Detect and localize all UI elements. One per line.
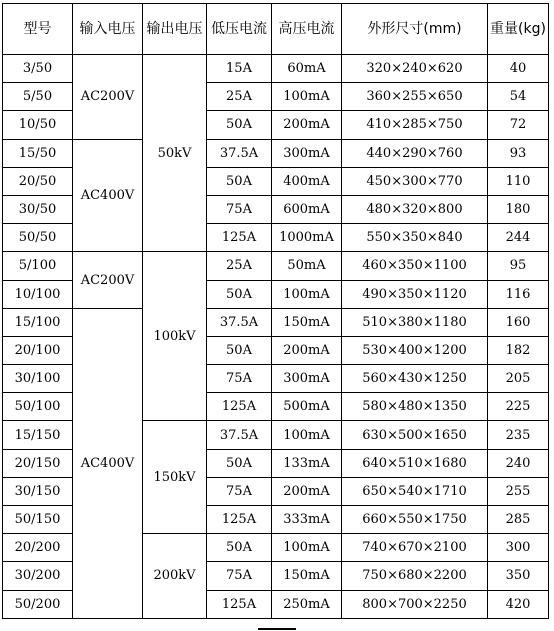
header-row — [3, 4, 549, 55]
dimensions-cell: 410×285×750 — [342, 111, 488, 139]
model-cell: 20/50 — [3, 167, 73, 195]
output-voltage-cell: 100kV — [143, 252, 207, 421]
input-voltage-cell: AC200V — [73, 252, 143, 308]
model-cell: 50/150 — [3, 506, 73, 534]
dimensions-cell: 740×670×2100 — [342, 534, 488, 562]
high-voltage-current-cell: 150mA — [272, 308, 342, 336]
model-cell: 5/100 — [3, 252, 73, 280]
dimensions-cell: 450×300×770 — [342, 167, 488, 195]
dimensions-cell: 530×400×1200 — [342, 336, 488, 364]
low-voltage-current-cell: 37.5A — [207, 139, 272, 167]
weight-cell: 93 — [488, 139, 549, 167]
dimensions-cell: 750×680×2200 — [342, 562, 488, 590]
high-voltage-current-cell: 100mA — [272, 421, 342, 449]
model-cell: 3/50 — [3, 55, 73, 83]
high-voltage-current-cell: 300mA — [272, 139, 342, 167]
dimensions-cell: 490×350×1120 — [342, 280, 488, 308]
low-voltage-current-cell: 75A — [207, 477, 272, 505]
low-voltage-current-cell: 50A — [207, 449, 272, 477]
model-cell: 15/100 — [3, 308, 73, 336]
low-voltage-current-cell: 50A — [207, 336, 272, 364]
high-voltage-current-cell: 400mA — [272, 167, 342, 195]
low-voltage-current-cell: 75A — [207, 195, 272, 223]
high-voltage-current-cell: 300mA — [272, 365, 342, 393]
model-cell: 30/200 — [3, 562, 73, 590]
low-voltage-current-cell: 75A — [207, 365, 272, 393]
weight-cell: 160 — [488, 308, 549, 336]
weight-cell: 116 — [488, 280, 549, 308]
high-voltage-current-cell: 200mA — [272, 477, 342, 505]
dimensions-cell: 560×430×1250 — [342, 365, 488, 393]
bottom-line-mark — [258, 628, 296, 630]
high-voltage-current-cell: 200mA — [272, 336, 342, 364]
header-output-voltage: 输出电压 — [143, 4, 207, 55]
model-cell: 30/50 — [3, 195, 73, 223]
dimensions-cell: 630×500×1650 — [342, 421, 488, 449]
table-row — [3, 308, 549, 336]
dimensions-cell: 440×290×760 — [342, 139, 488, 167]
dimensions-cell: 360×255×650 — [342, 83, 488, 111]
dimensions-cell: 550×350×840 — [342, 224, 488, 252]
model-cell: 50/50 — [3, 224, 73, 252]
dimensions-cell: 510×380×1180 — [342, 308, 488, 336]
model-cell: 10/100 — [3, 280, 73, 308]
header-weight: 重量(kg) — [488, 4, 549, 55]
weight-cell: 255 — [488, 477, 549, 505]
weight-cell: 235 — [488, 421, 549, 449]
header-dimensions: 外形尺寸(mm) — [342, 4, 488, 55]
low-voltage-current-cell: 50A — [207, 534, 272, 562]
dimensions-cell: 800×700×2250 — [342, 590, 488, 618]
header-input-voltage: 输入电压 — [73, 4, 143, 55]
dimensions-cell: 660×550×1750 — [342, 506, 488, 534]
table-row — [3, 139, 549, 167]
low-voltage-current-cell: 37.5A — [207, 308, 272, 336]
dimensions-cell: 650×540×1710 — [342, 477, 488, 505]
weight-cell: 300 — [488, 534, 549, 562]
low-voltage-current-cell: 25A — [207, 252, 272, 280]
weight-cell: 40 — [488, 55, 549, 83]
output-voltage-cell: 200kV — [143, 534, 207, 619]
weight-cell: 110 — [488, 167, 549, 195]
high-voltage-current-cell: 1000mA — [272, 224, 342, 252]
table-row — [3, 55, 549, 83]
weight-cell: 285 — [488, 506, 549, 534]
high-voltage-current-cell: 500mA — [272, 393, 342, 421]
high-voltage-current-cell: 250mA — [272, 590, 342, 618]
weight-cell: 420 — [488, 590, 549, 618]
output-voltage-cell: 50kV — [143, 55, 207, 252]
high-voltage-current-cell: 133mA — [272, 449, 342, 477]
model-cell: 30/150 — [3, 477, 73, 505]
dimensions-cell: 580×480×1350 — [342, 393, 488, 421]
low-voltage-current-cell: 50A — [207, 167, 272, 195]
model-cell: 10/50 — [3, 111, 73, 139]
low-voltage-current-cell: 37.5A — [207, 421, 272, 449]
dimensions-cell: 480×320×800 — [342, 195, 488, 223]
low-voltage-current-cell: 125A — [207, 224, 272, 252]
weight-cell: 225 — [488, 393, 549, 421]
high-voltage-current-cell: 100mA — [272, 280, 342, 308]
dimensions-cell: 460×350×1100 — [342, 252, 488, 280]
model-cell: 15/150 — [3, 421, 73, 449]
weight-cell: 54 — [488, 83, 549, 111]
low-voltage-current-cell: 125A — [207, 506, 272, 534]
low-voltage-current-cell: 75A — [207, 562, 272, 590]
low-voltage-current-cell: 50A — [207, 280, 272, 308]
high-voltage-current-cell: 150mA — [272, 562, 342, 590]
low-voltage-current-cell: 15A — [207, 55, 272, 83]
weight-cell: 244 — [488, 224, 549, 252]
high-voltage-current-cell: 100mA — [272, 534, 342, 562]
header-model: 型号 — [3, 4, 73, 55]
model-cell: 30/100 — [3, 365, 73, 393]
weight-cell: 180 — [488, 195, 549, 223]
weight-cell: 350 — [488, 562, 549, 590]
dimensions-cell: 320×240×620 — [342, 55, 488, 83]
low-voltage-current-cell: 25A — [207, 83, 272, 111]
model-cell: 15/50 — [3, 139, 73, 167]
model-cell: 20/100 — [3, 336, 73, 364]
high-voltage-current-cell: 50mA — [272, 252, 342, 280]
weight-cell: 205 — [488, 365, 549, 393]
low-voltage-current-cell: 125A — [207, 393, 272, 421]
weight-cell: 95 — [488, 252, 549, 280]
model-cell: 5/50 — [3, 83, 73, 111]
weight-cell: 182 — [488, 336, 549, 364]
low-voltage-current-cell: 50A — [207, 111, 272, 139]
high-voltage-current-cell: 333mA — [272, 506, 342, 534]
header-low-voltage-current: 低压电流 — [207, 4, 272, 55]
spec-table-body — [3, 55, 549, 619]
table-row — [3, 252, 549, 280]
high-voltage-current-cell: 200mA — [272, 111, 342, 139]
output-voltage-cell: 150kV — [143, 421, 207, 534]
high-voltage-current-cell: 600mA — [272, 195, 342, 223]
spec-table — [2, 3, 549, 619]
model-cell: 50/100 — [3, 393, 73, 421]
input-voltage-cell: AC200V — [73, 55, 143, 140]
model-cell: 50/200 — [3, 590, 73, 618]
high-voltage-current-cell: 100mA — [272, 83, 342, 111]
model-cell: 20/150 — [3, 449, 73, 477]
model-cell: 20/200 — [3, 534, 73, 562]
header-high-voltage-current: 高压电流 — [272, 4, 342, 55]
input-voltage-cell: AC400V — [73, 308, 143, 618]
dimensions-cell: 640×510×1680 — [342, 449, 488, 477]
input-voltage-cell: AC400V — [73, 139, 143, 252]
low-voltage-current-cell: 125A — [207, 590, 272, 618]
high-voltage-current-cell: 60mA — [272, 55, 342, 83]
weight-cell: 72 — [488, 111, 549, 139]
weight-cell: 240 — [488, 449, 549, 477]
